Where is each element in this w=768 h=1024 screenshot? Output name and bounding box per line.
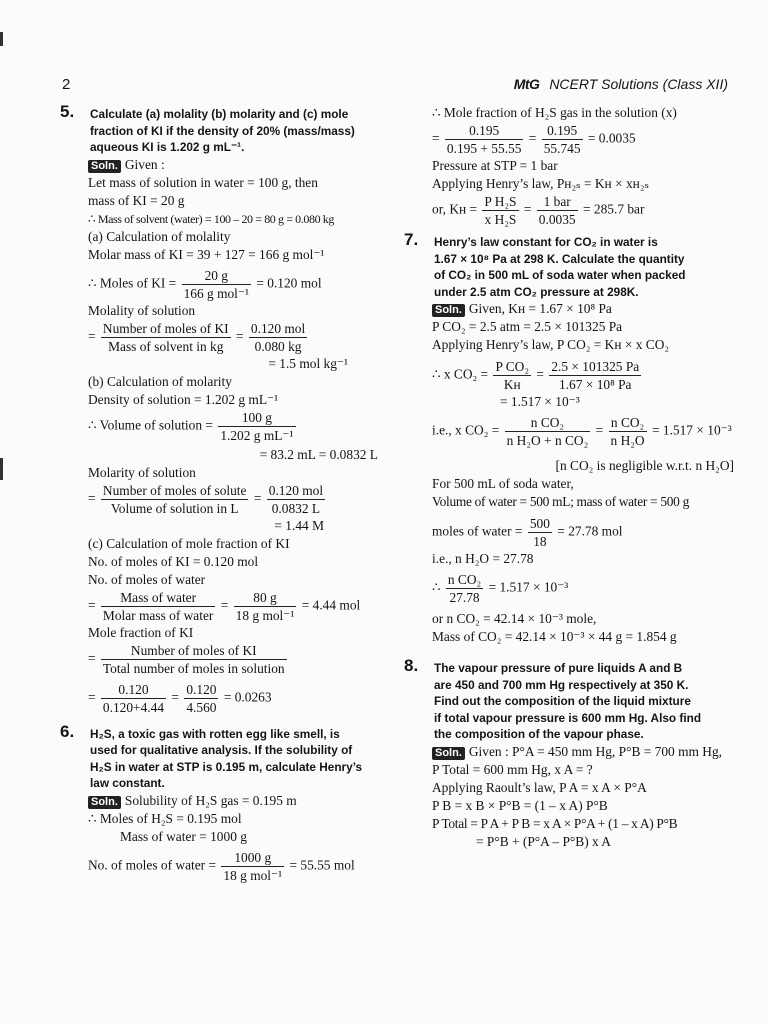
numerator: 0.120 mol [250, 320, 306, 336]
solution-line: ∴ Mass of solvent (water) = 100 – 20 = 80 g = 0.080 kg [88, 211, 334, 226]
numerator: Number of moles of KI [102, 320, 229, 336]
numerator: 0.195 [542, 122, 583, 140]
equation: = $\frac{\text{Number of moles of KI}}{\text{Mass of solvent in kg}}$ = $\frac{\text{0.120 mol}}{0.080 kg}$ [88, 320, 306, 354]
fraction [184, 681, 218, 716]
question-text: aqueous KI is 1.202 g mL⁻¹. [90, 140, 245, 154]
fraction [182, 267, 251, 302]
note: [n CO₂ is negligible w.r.t. n H₂O] [555, 458, 734, 473]
page-number: 2 [62, 76, 71, 93]
solution-line [60, 792, 388, 810]
solution-line: No. of moles of water [88, 571, 206, 587]
text: ∴ Volume of solution = [88, 417, 213, 433]
solution-line: P Total = P A + P B = x A × P°A + (1 – x A) P°B [432, 815, 678, 831]
numerator: 1000 g [221, 849, 284, 867]
soln-badge: Soln. [88, 160, 121, 173]
solution-line: Pressure at STP = 1 bar [432, 158, 558, 173]
denominator: 1.67 × 10⁸ Pa [559, 377, 632, 392]
numerator: n CO₂ [609, 414, 647, 432]
solution-line: i.e., n H₂O = 27.78 [432, 551, 534, 566]
question-text: The vapour pressure of pure liquids A and B [434, 661, 683, 675]
denominator: 0.080 kg [254, 338, 302, 354]
text: Given : [124, 156, 165, 172]
equation: = $\frac{\text{Number of moles of KI}}{\text{Total number of moles in solution}}$ [88, 642, 285, 676]
solution-line: mass of KI = 20 g [88, 192, 185, 208]
text: Given : P°A = 450 mm Hg, P°B = 700 mm Hg, [468, 743, 722, 759]
solution-line: Molarity of solution [88, 464, 196, 480]
question-text: under 2.5 atm CO₂ pressure at 298K. [434, 284, 639, 299]
fraction [234, 589, 297, 624]
denominator: n H₂O + n CO₂ [506, 433, 589, 448]
numerator: 0.120 [101, 681, 166, 699]
denominator: 0.0832 L [271, 500, 321, 516]
fraction [221, 849, 284, 884]
numerator: Mass of water [101, 589, 215, 607]
fraction [249, 320, 307, 355]
fraction [505, 414, 591, 449]
solution-line: Let mass of solution in water = 100 g, then [88, 174, 318, 190]
numerator: Number of moles of KI [101, 642, 287, 660]
denominator: Mass of solvent in kg [108, 338, 224, 354]
fraction [537, 193, 578, 228]
question-text: fraction of KI if the density of 20% (mass/mass) [90, 123, 355, 138]
question-number: 5. [60, 102, 75, 121]
equation: ∴ x CO₂ = $\frac{\text{P CO₂}}{\text{Kʜ}}$ = $\frac{2.5 \times 101325 Pa}{\text{1.67 × 10⁸ Pa}}$ [432, 359, 640, 392]
solution-line [404, 743, 734, 761]
denominator: 18 g mol⁻¹ [223, 867, 283, 883]
denominator: Total number of moles in solution [102, 660, 285, 676]
question-text: Calculate (a) molality (b) molarity and (c) mole [90, 107, 349, 121]
binding-mark [0, 32, 3, 46]
numerator: Number of moles of solute [102, 482, 247, 498]
denominator: 0.120+4.44 [102, 699, 165, 715]
fraction [446, 571, 483, 606]
fraction [493, 358, 531, 393]
equation: or, Kʜ = $\frac{\text{P H₂S}}{\text{x H₂S}}$ = $\frac{\text{1 bar}}{0.0035}$ = 285.7 bar [432, 194, 645, 227]
question-5 [60, 102, 388, 156]
question-number: 7. [404, 230, 419, 249]
text: = 285.7 bar [582, 201, 645, 217]
equation [60, 267, 388, 302]
question-text: H₂S in water at STP is 0.195 m, calculate Henry’s [90, 759, 363, 774]
solution-line: = P°B + (P°A – P°B) x A [476, 833, 611, 849]
numerator: P H₂S [484, 194, 517, 209]
denominator: Volume of solution in L [110, 500, 239, 516]
solution-line: Mass of CO₂ = 42.14 × 10⁻³ × 44 g = 1.854 g [432, 629, 677, 644]
text: = 0.0263 [223, 689, 272, 705]
question-text: are 450 and 700 mm Hg respectively at 350 K. [434, 677, 689, 692]
book-title: NCERT Solutions (Class XII) [549, 76, 728, 92]
numerator: n CO₂ [505, 414, 591, 432]
text: ∴ [432, 579, 441, 595]
solution-line: No. of moles of KI = 0.120 mol [88, 553, 259, 569]
solution-line [60, 156, 388, 174]
question-text: Henry’s law constant for CO₂ in water is [434, 235, 658, 249]
text: Given, Kʜ = 1.67 × 10⁸ Pa [468, 301, 612, 316]
equation [404, 571, 734, 606]
solution-line: Mole fraction of KI [88, 624, 194, 640]
text: No. of moles of water = [88, 857, 217, 873]
text: = 1.517 × 10⁻³ [651, 422, 732, 438]
result: = 1.44 M [274, 517, 324, 533]
soln-badge: Soln. [88, 796, 121, 809]
numerator: 20 g [182, 267, 251, 285]
equation [60, 849, 388, 884]
solution-line: Molality of solution [88, 302, 196, 318]
denominator: 18 g mol⁻¹ [235, 607, 295, 623]
question-8 [404, 656, 734, 743]
numerator: P CO₂ [495, 359, 530, 374]
fraction [101, 320, 231, 355]
denominator: 55.745 [543, 141, 581, 156]
section-heading: (c) Calculation of mole fraction of KI [88, 535, 290, 551]
numerator: 1 bar [537, 193, 578, 211]
solution-line: ∴ Moles of H₂S = 0.195 mol [88, 810, 242, 826]
text: ∴ x CO₂ = [432, 366, 489, 382]
fraction [609, 414, 647, 449]
denominator: 18 [533, 534, 547, 549]
question-7 [404, 230, 734, 300]
right-column [404, 104, 734, 851]
denominator: 0.0035 [538, 212, 576, 227]
solution-line: ∴ Mole fraction of H₂S gas in the solution (x) [432, 105, 677, 120]
text: = 27.78 mol [557, 523, 623, 539]
equation [404, 515, 734, 550]
fraction [482, 193, 518, 228]
equation: = $\frac{0.120}{0.120+4.44}$ = $\frac{0.120}{4.560}$ = 0.0263 [88, 681, 272, 715]
text: = 0.120 mol [256, 275, 322, 291]
numerator: 0.195 [445, 122, 524, 140]
question-text: 1.67 × 10⁸ Pa at 298 K. Calculate the quantity [434, 251, 685, 266]
solution-line: or n CO₂ = 42.14 × 10⁻³ mole, [432, 611, 597, 626]
solution-line: Volume of water = 500 mL; mass of water = 500 g [432, 494, 689, 509]
question-text: H₂S, a toxic gas with rotten egg like smell, is [90, 726, 340, 741]
result: = 1.5 mol kg⁻¹ [268, 355, 348, 371]
fraction [549, 358, 641, 393]
denominator: 27.78 [449, 590, 480, 605]
equation [60, 409, 388, 444]
numerator: 2.5 × 101325 Pa [551, 359, 640, 374]
denominator: x H₂S [484, 212, 517, 227]
text: or, Kʜ = [432, 201, 478, 217]
denominator: 4.560 [186, 699, 217, 715]
binding-mark [0, 458, 3, 480]
solution-line: Density of solution = 1.202 g mL⁻¹ [88, 391, 279, 407]
solution-line: Applying Henry’s law, Pʜ₂ₛ = Kʜ × xʜ₂ₛ [432, 176, 650, 191]
solution-line: Mass of water = 1000 g [120, 828, 247, 844]
section-heading: (b) Calculation of molarity [88, 373, 232, 389]
denominator: 1.202 g mL⁻¹ [220, 427, 294, 443]
solution-line: For 500 mL of soda water, [432, 476, 574, 491]
running-header [514, 76, 728, 92]
text: = 55.55 mol [289, 857, 355, 873]
solution-line [404, 300, 734, 318]
numerator: 0.120 mol [268, 482, 324, 498]
fraction [267, 482, 325, 517]
question-6 [60, 721, 388, 792]
denominator: Kʜ [503, 377, 521, 392]
text: = 0.0035 [587, 130, 636, 146]
equation: = $\frac{0.195}{0.195 + 55.55}$ = $\frac{0.195}{55.745}$ = 0.0035 [432, 123, 636, 156]
fraction [528, 515, 552, 550]
numerator: n CO₂ [447, 572, 482, 587]
text: ∴ Moles of KI = [88, 275, 177, 291]
text: i.e., x CO₂ = [432, 422, 500, 438]
fraction [101, 482, 249, 517]
question-text: the composition of the vapour phase. [434, 727, 644, 741]
result: = 1.517 × 10⁻³ [500, 394, 580, 409]
text: moles of water = [432, 523, 523, 539]
fraction [218, 409, 295, 444]
soln-badge: Soln. [432, 304, 465, 317]
denominator: n H₂O [610, 433, 645, 448]
fraction [445, 122, 524, 157]
result: = 83.2 mL = 0.0832 L [259, 446, 378, 462]
brand-logo: MtG [513, 76, 540, 92]
left-column [60, 104, 388, 884]
denominator: Molar mass of water [102, 607, 214, 623]
text: Solubility of H₂S gas = 0.195 m [124, 792, 297, 808]
fraction [542, 122, 583, 157]
numerator: 100 g [218, 409, 295, 427]
question-number: 6. [60, 721, 75, 741]
solution-line: Applying Raoult’s law, P A = x A × P°A [432, 779, 647, 795]
section-heading: (a) Calculation of molality [88, 228, 231, 244]
fraction [101, 642, 287, 677]
question-text: Find out the composition of the liquid mixture [434, 694, 691, 708]
fraction [101, 589, 215, 624]
question-text: law constant. [90, 776, 165, 790]
equation: i.e., x CO₂ = $\frac{\text{n CO₂}}{\text{n H₂O + n CO₂}}$ = $\frac{\text{n CO₂}}{\text{n H₂O}}$ = 1.517 × 10⁻³ [432, 415, 732, 448]
question-text: of CO₂ in 500 mL of soda water when packed [434, 268, 686, 282]
question-text: used for qualitative analysis. If the solubility of [90, 743, 353, 757]
solution-line: Applying Henry’s law, P CO₂ = Kʜ × x CO₂ [432, 337, 670, 352]
question-text: if total vapour pressure is 600 mm Hg. Also find [434, 710, 702, 725]
numerator: 0.120 [186, 681, 217, 697]
soln-badge: Soln. [432, 747, 465, 760]
solution-line: P CO₂ = 2.5 atm = 2.5 × 101325 Pa [432, 319, 623, 334]
equation: = $\frac{\text{Number of moles of solute}}{\text{Volume of solution in L}}$ = $\frac{\text{0.120 mol}}{0.0832 L}$ [88, 482, 324, 516]
fraction [101, 681, 166, 716]
equation: = $\frac{\text{Mass of water}}{\text{Molar mass of water}}$ = $\frac{80 g}{\text{18 g mol⁻¹}}$ = 4.44 mol [88, 589, 361, 623]
question-number: 8. [404, 656, 419, 675]
numerator: 80 g [234, 589, 297, 607]
solution-line: Molar mass of KI = 39 + 127 = 166 g mol⁻¹ [88, 246, 325, 262]
solution-line: P B = x B × P°B = (1 – x A) P°B [432, 797, 608, 813]
denominator: 0.195 + 55.55 [446, 141, 522, 156]
text: = 1.517 × 10⁻³ [488, 579, 569, 595]
numerator: 500 [529, 516, 550, 531]
denominator: 166 g mol⁻¹ [183, 285, 249, 301]
text: = 4.44 mol [301, 597, 361, 613]
solution-line: P Total = 600 mm Hg, x A = ? [432, 761, 593, 777]
